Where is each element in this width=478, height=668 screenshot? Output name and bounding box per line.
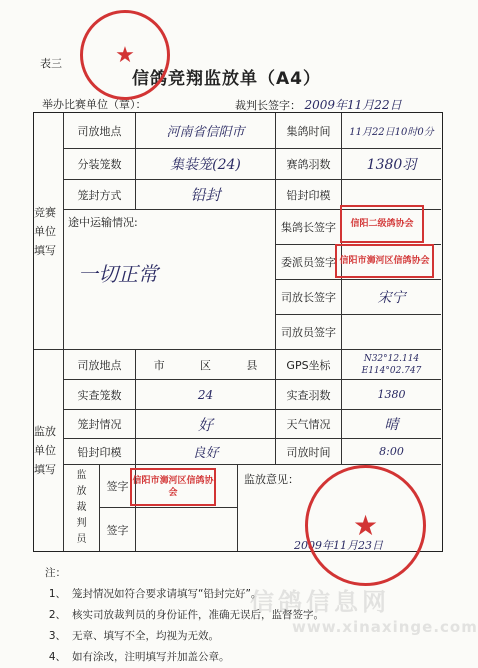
opinion-date: 2009年11月23日: [294, 539, 383, 552]
gps-values: [342, 350, 441, 380]
form-tag: 表三: [40, 57, 62, 70]
watermark-url: www.xinaxinge.com: [292, 618, 478, 636]
opinion-label: 监放意见：: [244, 473, 299, 486]
collect-time-value: 11月22日10时0分: [342, 113, 441, 149]
gps-label: GPS坐标: [276, 350, 342, 380]
seal-star-icon-2: ★: [352, 509, 379, 542]
weather-label: 天气情况: [276, 410, 342, 439]
pigeon-check-label: 实查羽数: [276, 380, 342, 410]
release-place-value: 河南省信阳市: [136, 113, 276, 149]
gps-e: E114°02.747: [361, 365, 422, 376]
release-staff-label: 司放员签字: [276, 315, 342, 350]
dispatcher-stamp: 信阳市浉河区信鸽协会: [335, 244, 434, 278]
seal-status-value: 好: [136, 410, 276, 439]
transit-label: 途中运输情况:: [68, 216, 138, 229]
collect-chief-label: 集鸽长签字: [276, 210, 342, 245]
release-place-label: 司放地点: [64, 113, 136, 149]
seal-print-value: 良好: [136, 439, 276, 465]
basket-check-value: 24: [136, 380, 276, 410]
dispatcher-label: 委派员签字: [276, 245, 342, 280]
basket-count-value: 集装笼(24): [136, 149, 276, 180]
sign-label-1: 签字: [100, 465, 136, 508]
section-release: 监放单位填写: [34, 350, 64, 551]
section-competition: 竞赛单位填写: [34, 113, 64, 350]
city-label: 市: [153, 358, 165, 372]
footnote-3: 3、 无章、填写不全，均视为无效。: [48, 630, 219, 642]
transit-cell: [64, 210, 276, 350]
chief-judge-label: 裁判长签字： 2009年11月22日: [235, 98, 402, 112]
watermark: 信鸽信息网: [250, 588, 390, 616]
judge-sign-stamp: 信阳市浉河区信鸽协会: [130, 468, 216, 506]
footnote-1: 注：1、 笼封情况如符合要求请填写“铅封完好”。: [45, 567, 262, 600]
judge-label: 监放裁判员: [64, 465, 100, 551]
sign-cell-2: [136, 508, 238, 551]
seal-print-label: 铅封印模: [276, 180, 342, 210]
county-label: 县: [246, 358, 258, 372]
organizer-label: 举办比赛单位（章）：: [42, 98, 147, 111]
collect-chief-stamp: 信阳二级鸽协会: [340, 205, 424, 243]
weather-value: 晴: [342, 410, 441, 439]
basket-check-label: 实查笼数: [64, 380, 136, 410]
release-place-parts: [136, 350, 276, 380]
release-chief-label: 司放长签字: [276, 280, 342, 315]
footnote-4: 4、 如有涂改，注明填写并加盖公章。: [48, 651, 230, 663]
collect-time-label: 集鸽时间: [276, 113, 342, 149]
seal-method-value: 铅封: [136, 180, 276, 210]
race-pigeons-value: 1380羽: [342, 149, 441, 180]
release-place-label-2: 司放地点: [64, 350, 136, 380]
page-title: 信鸽竞翔监放单（A4）: [132, 69, 321, 89]
seal-star-icon: ★: [115, 42, 135, 68]
pigeon-check-value: 1380: [342, 380, 441, 410]
sign-label-2: 签字: [100, 508, 136, 551]
gps-n: N32°12.114: [363, 353, 420, 364]
release-staff-cell: [342, 315, 441, 350]
seal-print-label-2: 铅封印模: [64, 439, 136, 465]
release-chief-value: 宋宁: [342, 280, 441, 315]
basket-count-label: 分装笼数: [64, 149, 136, 180]
seal-status-label: 笼封情况: [64, 410, 136, 439]
race-pigeons-label: 赛鸽羽数: [276, 149, 342, 180]
release-time-label: 司放时间: [276, 439, 342, 465]
district-label: 区: [199, 358, 211, 372]
transit-value: 一切正常: [78, 262, 158, 286]
organizer-seal: [80, 10, 170, 100]
footnote-2: 2、 核实司放裁判员的身份证件，准确无误后，监督签字。: [48, 609, 324, 621]
release-time-value: 8:00: [342, 439, 441, 465]
chief-judge-date: 2009年11月22日: [304, 98, 402, 112]
seal-method-label: 笼封方式: [64, 180, 136, 210]
